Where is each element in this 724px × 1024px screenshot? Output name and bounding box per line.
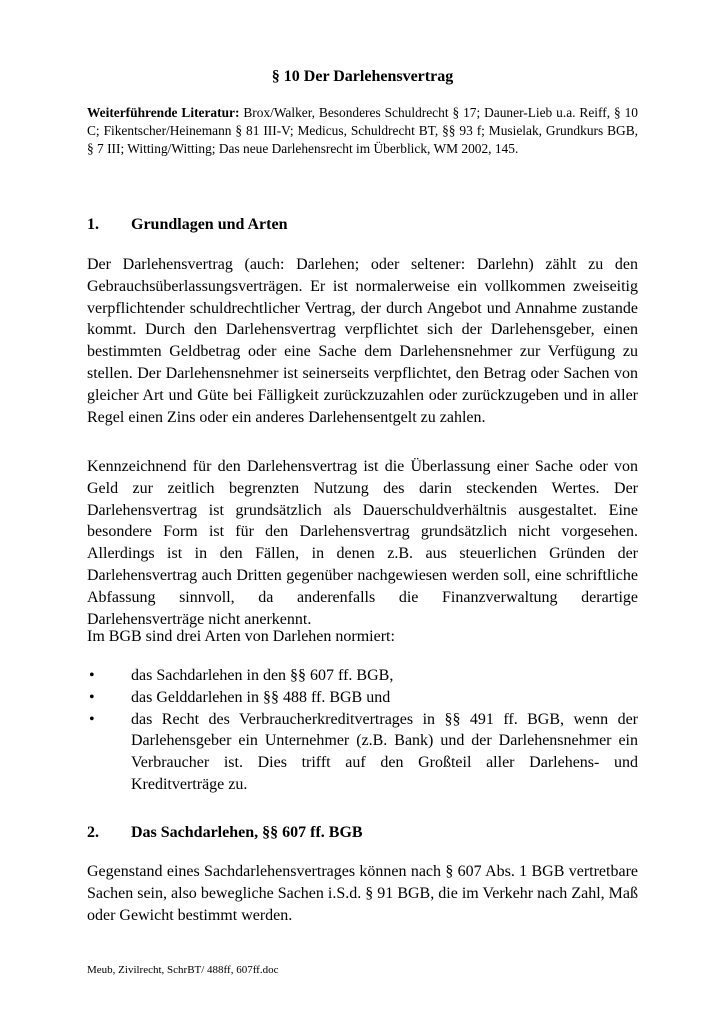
bullet-symbol: •: [89, 667, 95, 684]
list-item: [87, 665, 638, 687]
literature-text: Brox/Walker, Besonderes Schuldrecht § 17; Dauner-Lieb u.a. Reiff, § 10 C; Fikentscher/Heinemann § 81 III-V; Medicus, Schuldrecht BT, §§ 93 f; Musielak, Grundkurs BGB, § 7 III; Witting/Witting; Das neue Darlehensrecht im Überblick, WM 2002, 145.: [87, 105, 638, 156]
literature-label: Weiterführende Literatur:: [87, 105, 240, 120]
bullet-symbol: •: [89, 710, 95, 728]
list-item-text: das Sachdarlehen in den §§ 607 ff. BGB,: [131, 667, 394, 684]
section-number: 1.: [87, 216, 99, 233]
paragraph-sachdarlehen: Gegenstand eines Sachdarlehensvertrages können nach § 607 Abs. 1 BGB vertretbare Sachen sein, also bewegliche Sachen i.S.d. § 91 BGB, die im Verkehr nach Zahl, Maß oder Gewicht bestimmt werden.: [87, 863, 638, 924]
paragraph-basics: Der Darlehensvertrag (auch: Darlehen; oder seltener: Darlehn) zählt zu den Gebrauchsüberlassungsverträgen. Er ist normalerweise ein vollkommen zweiseitig verpflichtender schuldrechtlicher Vertrag, der durch Angebot und Annahme zustande kommt. Durch den Darlehensvertrag verpflichtet sich der Darlehensgeber, einen bestimmten Geldbetrag oder eine Sache dem Darlehensnehmer zur Verfügung zu stellen. Der Darlehensnehmer ist seinerseits verpflichtet, den Betrag oder Sachen von gleicher Art und Güte bei Fälligkeit zurückzuzahlen oder zurückzugeben und in aller Regel einen Zins oder ein anderes Darlehensentgelt zu zahlen.: [87, 256, 638, 426]
list-item: [87, 709, 638, 796]
page-footer: Meub, Zivilrecht, SchrBT/ 488ff, 607ff.doc: [87, 964, 279, 976]
bullet-symbol: •: [89, 688, 95, 706]
literature-note: [87, 104, 638, 158]
section-number: 2.: [87, 824, 99, 841]
section-title: Grundlagen und Arten: [131, 216, 288, 233]
document-page: [87, 0, 638, 1024]
paragraph-characteristics: Kennzeichnend für den Darlehensvertrag ist die Überlassung einer Sache oder von Geld zur zeitlich begrenzten Nutzung des darin steckenden Wertes. Der Darlehensvertrag ist grundsätzlich als Dauerschuldverhältnis ausgestaltet. Eine besondere Form ist für den Darlehensvertrag grundsätzlich nicht vorgesehen. Allerdings ist in den Fällen, in denen z.B. aus steuerlichen Gründen der Darlehensvertrag auch Dritten gegenüber nachgewiesen werden soll, eine schriftliche Abfassung sinnvoll, da anderenfalls die Finanzverwaltung derartige Darlehensverträge nicht anerkennt.: [87, 458, 638, 628]
section-heading-2: [87, 822, 363, 844]
section-title: Das Sachdarlehen, §§ 607 ff. BGB: [131, 824, 363, 841]
section-heading-1: [87, 214, 287, 236]
list-item-text: das Recht des Verbraucherkreditvertrages in §§ 491 ff. BGB, wenn der Darlehensgeber ein Unternehmer (z.B. Bank) und der Darlehensnehmer ein Verbraucher ist. Dies trifft auf den Großteil aller Darlehens- und Kreditverträge zu.: [131, 710, 638, 793]
list-item: [87, 687, 638, 709]
list-item-text: das Gelddarlehen in §§ 488 ff. BGB und: [131, 688, 391, 706]
paragraph-types-intro: Im BGB sind drei Arten von Darlehen normiert:: [87, 628, 395, 645]
loan-types-list: [87, 665, 638, 796]
document-title: § 10 Der Darlehensvertrag: [271, 68, 454, 85]
